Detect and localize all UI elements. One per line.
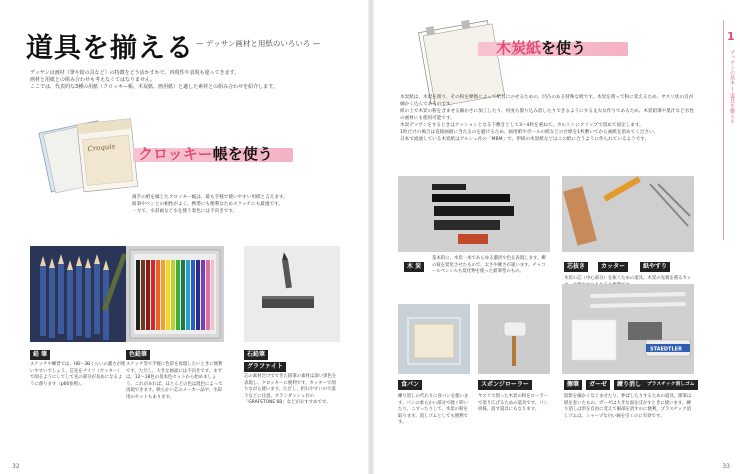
charcoal-label: 木 炭 (404, 262, 424, 272)
erasers-caption: 陰影を細かくなじませたり、伸ばしたりするための道具。擦筆は紙を巻いたもの、ガーゼは大きな面をぼかすときに使います。練り消しは形を自由に変えて細部を消すのに便利。プラスチック消しゴムは、シャープな白い線を引くのに有効です。 (564, 394, 692, 419)
section-title-croquis (138, 143, 273, 164)
sponge-roller-photo (478, 304, 550, 374)
side-tab-text: デッサンの基本 ― 道具を揃える (729, 50, 735, 124)
section-body-line-2: 鉛筆やペンとの相性がよく、携帯にも便利なためスケッチにも最適です。 (132, 202, 283, 207)
graphite-caption: 芯の素材だけでできた鉛筆の素材は深い黒色を表現し、クロッキーに便利です。カッターで削りながら使います。ただし、折れやすいので落下などに注意。カランダッシュ社の「GRAFSTONE 6B」などがおすすめです。 (244, 374, 337, 406)
graphite-photo (244, 246, 340, 342)
charcoal-caption: 基本的に、木炭一本であらゆる濃淡や色を表現します。柳の枝を炭化させたもので、太さや硬さが違います。チャコールペンシルも炭化物を使った鉛筆型のもの。 (432, 256, 546, 275)
right-body-line-3: 木炭デッサンをするときはクッションとなる下敷きとして3〜4枚を重ねて、カルトンにクリップで留めて固定します。 (400, 123, 644, 128)
section-body-line-1: 薄手の紙を綴じたクロッキー帳は、最も手軽で使いやすい用紙と言えます。 (132, 195, 288, 200)
bread-caption: 練り消しの代わりに食パンを使います。パンの柔らかい部分で軽く叩いたり、こすったりして、木炭の粉を取ります。消しゴムとしても便利です。 (398, 394, 469, 426)
intro-line-3: ここでは、代表的な3種の用紙（クロッキー帳、木炭紙、画用紙）と適した素材との組み合わせを紹介します。 (30, 84, 278, 90)
pencils-photo (30, 246, 126, 342)
page-gutter (368, 0, 374, 474)
section-title-croquis-rest: 帳を使う (212, 145, 273, 163)
bread-photo (398, 304, 470, 374)
side-chapter-tab (723, 20, 740, 240)
tool-label-sandpaper: 紙やすり (640, 262, 670, 272)
tools-caption: 木炭の芯（中心部分）を抜くための道具。木炭の先端を削るカッ (564, 276, 692, 281)
colored-pencils-label: 色鉛筆 (126, 350, 150, 360)
bread-label: 食パン (398, 380, 422, 390)
eraser-label-gauze: ガーゼ (586, 380, 610, 390)
intro-line-2: 画材と用紙との組み合わせも考えなくてはなりません。 (30, 77, 156, 83)
graphite-label-2: グラファイト (244, 362, 286, 372)
intro-line-1: デッサンは画材（筆や鉛の具など）の特徴をどう活かすかで、再現性や表現も違ってきます。 (30, 70, 240, 76)
sponge-roller-label: スポンジローラー (478, 380, 532, 390)
croquis-cover-text: Croquis (87, 142, 116, 154)
charcoal-photo (398, 176, 550, 252)
intro-paragraph (30, 70, 350, 91)
eraser-brand-text: STAEDTLER (650, 346, 682, 353)
colored-pencils-caption: スケッチ等で手軽に色彩を再現したいときに便利です。ただし、大きな画面には不向きです。まずは、12〜18色の基本色セットから始めましょう。これがあれば、ほとんどの色は混色によって再現できます。軟らかい芯のメーカー品や、水彩用のセットもあります。 (126, 362, 223, 400)
section-title-charcoal-accent: 木炭紙 (496, 39, 542, 57)
section-title-charcoal-rest: を使う (541, 39, 587, 57)
eraser-label-stump: 擦筆 (564, 380, 582, 390)
right-page-number: 33 (722, 463, 730, 470)
tools-photo (562, 176, 694, 252)
eraser-label-kneaded: 練り消し (614, 380, 644, 390)
sketchbook-illustration (30, 108, 140, 198)
pencils-label: 鉛 筆 (30, 350, 50, 360)
erasers-photo (562, 284, 694, 374)
section-body-right (400, 94, 696, 143)
pencils-caption: スケッチや練習では、HB〜3Bくらいの濃さが使いやすいでしょう。芯先をナイフ（カッター）で削るようにしてして先の部分が長めになるように削ります（p66参照）。 (30, 362, 126, 387)
tool-label-cutter: カッター (598, 262, 628, 272)
right-body-line-2: 紙の上で木炭の粉を含ませる細かさに加工したり、何度も擦り込み消したりできるようにする丈夫な作りであるため、木炭鉛筆や墨汁など水性の画材にも使用可能です。 (400, 109, 694, 121)
page-subtitle: — デッサン画材と用紙のいろいろ — (196, 39, 321, 48)
section-title-charcoal (496, 37, 586, 58)
charcoal-paper-illustration (410, 16, 510, 106)
section-body-line-3: 一方で、水彩画など水を使う着色には不向きです。 (132, 209, 238, 214)
side-tab-number: 1 (727, 30, 735, 43)
section-title-croquis-accent: クロッキー (138, 145, 213, 163)
sponge-roller-caption: ヤスリで削った木炭の粉をローラーで塗り広げるための道具です。パン同様、消す道具にもなります。 (478, 394, 549, 413)
section-body (132, 194, 352, 215)
right-body-line-4: 1枚だけの場合は直接画板に当たるのを避けるため、画用紙やボールの紙などの台紙を1枚敷いてから画紙を留めてください。 (400, 130, 659, 135)
right-body-line-1: 木炭紙は、木炭を削り、その粉を摩擦によって紙目にのせるための、凹凸のある特殊な紙です。木炭を削って粉に変えるため、ヤスリ状の目が細かく込んであるのです。 (400, 95, 694, 107)
graphite-label: 石鉛筆 (244, 350, 268, 360)
tool-label-core-remover: 芯抜き (564, 262, 588, 272)
eraser-label-plastic: プラスチック消しゴム (644, 380, 698, 390)
left-page-number: 32 (12, 463, 20, 470)
colored-pencils-photo (126, 246, 224, 342)
right-body-line-5: 日本で流通している木炭紙はアルシュ社の「MBM」で、伊研の木炭紙などはこの紙に合うように作られているようです。 (400, 137, 650, 142)
page-title: 道具を揃える (26, 33, 194, 64)
